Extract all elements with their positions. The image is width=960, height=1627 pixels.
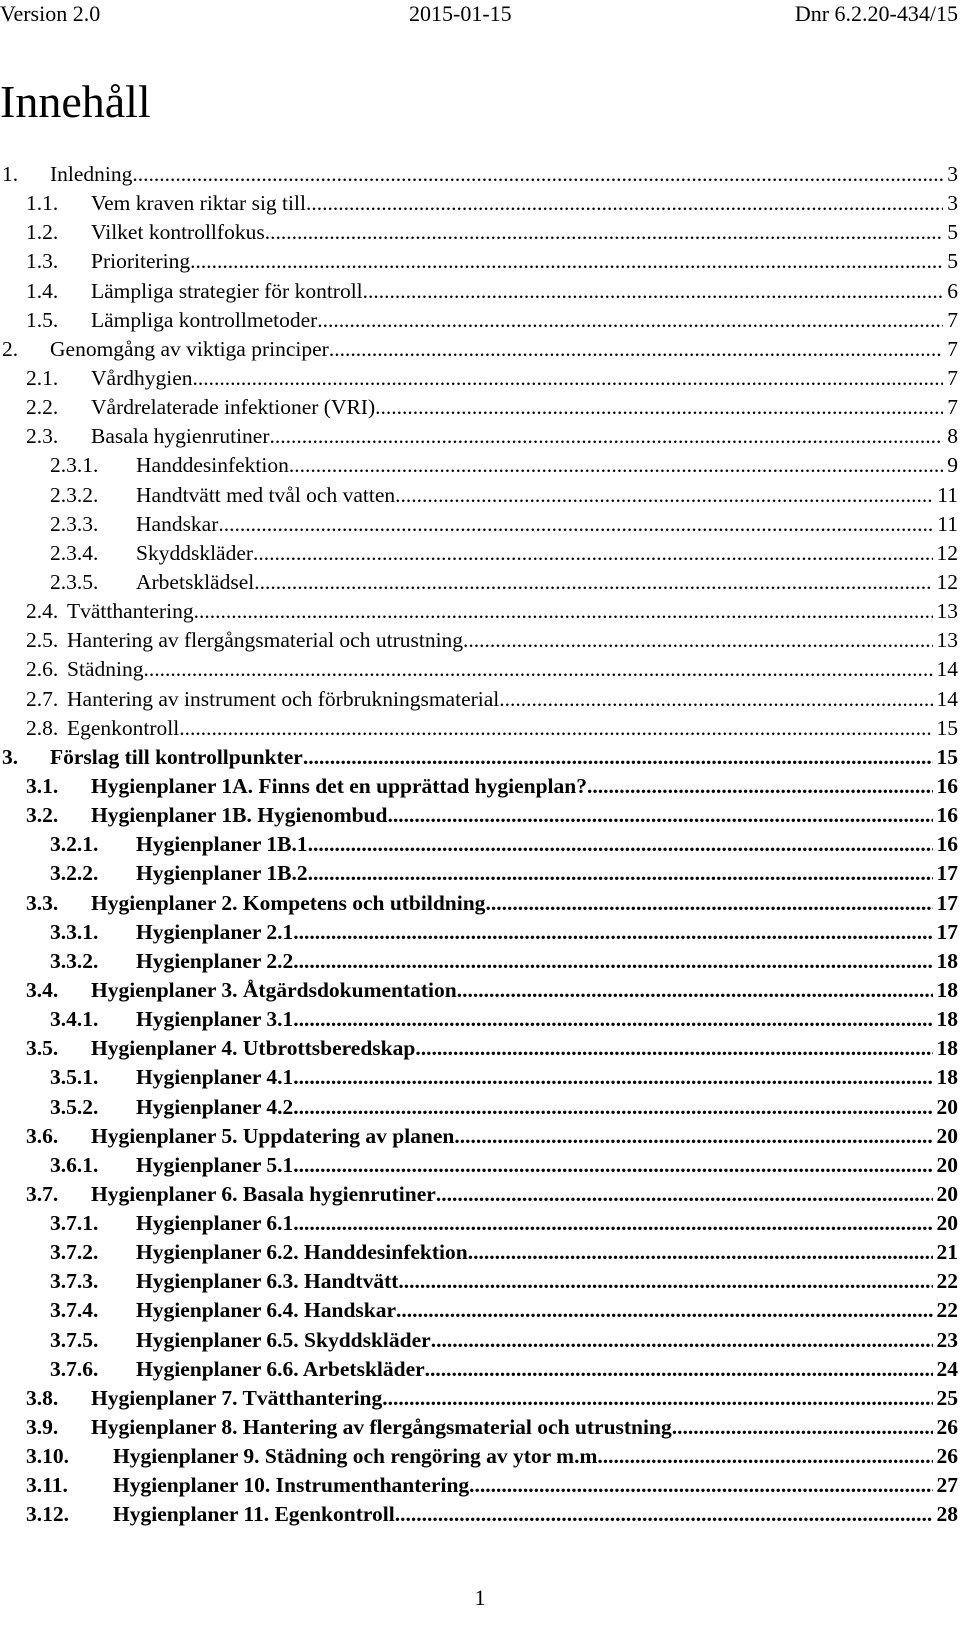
toc-entry-line (91, 1384, 958, 1413)
toc-entry-number: 2.3.3. (50, 511, 99, 536)
toc-entry-line (91, 1180, 958, 1209)
toc-entry-page: 5 (947, 249, 958, 274)
toc-dot-leader (672, 1413, 933, 1442)
toc-dot-leader (293, 1093, 932, 1122)
toc-entry-line (67, 597, 958, 626)
toc-entry-number: 2.1. (26, 365, 59, 390)
toc-entry-line (91, 218, 958, 247)
toc-entry-title: Hygienplaner 11. Egenkontroll (113, 1502, 395, 1527)
toc-entry-number: 2.3.2. (50, 482, 99, 507)
toc-entry-line (67, 626, 958, 655)
toc-dot-leader (313, 830, 933, 859)
toc-entry-line (50, 743, 958, 772)
toc-entry-page: 8 (947, 424, 958, 449)
toc-entry-line (67, 714, 958, 743)
toc-entry-title: Hygienplaner 10. Instrumenthantering (113, 1473, 470, 1498)
document-date: 2015-01-15 (409, 1, 512, 26)
toc-entry-number: 3.11. (26, 1473, 68, 1498)
toc-entry-page: 22 (936, 1269, 958, 1294)
toc-entry[interactable] (0, 1267, 960, 1296)
toc-entry-page: 15 (936, 715, 958, 740)
toc-entry-number: 2.4. (26, 599, 59, 624)
toc-entry-line (136, 1355, 958, 1384)
toc-entry-title: Förslag till kontrollpunkter (50, 744, 303, 769)
toc-entry[interactable] (0, 1063, 960, 1092)
page-header (0, 0, 960, 30)
toc-entry-line (136, 1238, 958, 1267)
toc-entry-title: Hygienplaner 7. Tvätthantering (91, 1385, 383, 1410)
toc-entry-title: Hygienplaner 2.2 (136, 948, 294, 973)
toc-entry-line (113, 1500, 958, 1529)
toc-entry-line (91, 393, 958, 422)
toc-entry-line (50, 160, 958, 189)
toc-entry[interactable] (0, 1384, 960, 1413)
toc-entry-page: 18 (936, 977, 958, 1002)
toc-entry-title: Hygienplaner 8. Hantering av flergångsmaterial och utrustning (91, 1415, 672, 1440)
toc-entry-title: Hygienplaner 3.1 (136, 1007, 294, 1032)
toc-dot-leader (179, 714, 932, 743)
toc-entry-page: 11 (937, 511, 958, 536)
toc-entry[interactable] (0, 218, 960, 247)
toc-entry-line (91, 364, 958, 393)
toc-dot-leader (431, 1326, 933, 1355)
toc-entry-page: 14 (936, 657, 958, 682)
toc-entry[interactable] (0, 1151, 960, 1180)
toc-entry-line (136, 1005, 958, 1034)
toc-entry-page: 7 (947, 395, 958, 420)
page-title: Innehåll (0, 76, 151, 127)
toc-entry-title: Handdesinfektion (136, 453, 289, 478)
toc-entry-number: 1.3. (26, 249, 59, 274)
toc-entry-title: Handskar (136, 511, 219, 536)
toc-dot-leader (303, 743, 933, 772)
toc-dot-leader (317, 306, 943, 335)
toc-entry[interactable] (0, 597, 960, 626)
toc-entry[interactable] (0, 947, 960, 976)
toc-entry-line (136, 1151, 958, 1180)
toc-entry-number: 3.7.3. (50, 1269, 99, 1294)
toc-entry-line (136, 1296, 958, 1325)
toc-dot-leader (254, 568, 932, 597)
toc-entry-line (136, 918, 958, 947)
toc-entry-number: 1.2. (26, 220, 59, 245)
toc-entry-title: Tvätthantering (67, 599, 194, 624)
toc-entry[interactable] (0, 277, 960, 306)
toc-entry-title: Hygienplaner 3. Åtgärdsdokumentation (91, 977, 457, 1002)
toc-entry-page: 21 (936, 1240, 958, 1265)
toc-entry-page: 13 (936, 599, 958, 624)
toc-entry-number: 3.3.1. (50, 919, 99, 944)
toc-entry-line (91, 277, 958, 306)
toc-entry[interactable] (0, 801, 960, 830)
toc-entry-line (136, 539, 958, 568)
toc-entry[interactable] (0, 364, 960, 393)
toc-dot-leader (375, 393, 943, 422)
toc-entry-title: Städning (67, 657, 144, 682)
toc-entry-title: Hygienplaner 6. Basala hygienrutiner (91, 1181, 436, 1206)
toc-entry-title: Arbetsklädsel (136, 569, 255, 594)
toc-dot-leader (587, 772, 933, 801)
toc-entry[interactable] (0, 743, 960, 772)
toc-entry[interactable] (0, 1093, 960, 1122)
toc-entry[interactable] (0, 830, 960, 859)
toc-entry-line (136, 481, 958, 510)
toc-dot-leader (454, 1122, 932, 1151)
toc-entry-title: Hygienplaner 4.1 (136, 1065, 294, 1090)
toc-entry[interactable] (0, 510, 960, 539)
toc-dot-leader (293, 918, 932, 947)
toc-entry-number: 3.5.2. (50, 1094, 99, 1119)
toc-entry-title: Hantering av flergångsmaterial och utrustning (67, 628, 464, 653)
toc-entry-line (136, 1093, 958, 1122)
toc-entry-page: 3 (947, 191, 958, 216)
toc-entry-number: 2.3.1. (50, 453, 99, 478)
toc-entry-page: 17 (936, 861, 958, 886)
toc-entry[interactable] (0, 714, 960, 743)
toc-entry-line (136, 1209, 958, 1238)
toc-entry-title: Hygienplaner 2.1 (136, 919, 294, 944)
toc-entry-line (67, 655, 958, 684)
toc-entry-number: 3.7. (26, 1181, 59, 1206)
toc-entry-title: Basala hygienrutiner (91, 424, 270, 449)
toc-dot-leader (270, 422, 944, 451)
toc-entry-line (91, 306, 958, 335)
toc-entry-line (136, 1326, 958, 1355)
toc-entry-line (136, 510, 958, 539)
toc-entry-number: 3.8. (26, 1385, 59, 1410)
toc-dot-leader (468, 1238, 933, 1267)
toc-dot-leader (363, 277, 944, 306)
toc-entry-number: 3.7.1. (50, 1211, 99, 1236)
toc-dot-leader (457, 976, 933, 1005)
toc-entry-title: Vårdrelaterade infektioner (VRI) (91, 395, 376, 420)
toc-entry[interactable] (0, 772, 960, 801)
toc-entry[interactable] (0, 1238, 960, 1267)
toc-entry-line (136, 1267, 958, 1296)
toc-entry[interactable] (0, 1326, 960, 1355)
toc-entry[interactable] (0, 451, 960, 480)
toc-entry-page: 18 (936, 1065, 958, 1090)
toc-entry-page: 16 (936, 803, 958, 828)
toc-entry-title: Hygienplaner 5. Uppdatering av planen (91, 1123, 455, 1148)
toc-entry[interactable] (0, 1442, 960, 1471)
toc-entry[interactable] (0, 306, 960, 335)
toc-entry-line (91, 889, 958, 918)
toc-dot-leader (329, 335, 943, 364)
toc-entry-title: Prioritering (91, 249, 191, 274)
toc-dot-leader (190, 247, 943, 276)
toc-entry-page: 20 (936, 1181, 958, 1206)
toc-entry-title: Hygienplaner 6.6. Arbetskläder (136, 1356, 425, 1381)
toc-entry-number: 2.7. (26, 686, 59, 711)
toc-entry-page: 7 (947, 336, 958, 361)
toc-entry-number: 3.9. (26, 1415, 59, 1440)
toc-dot-leader (193, 364, 944, 393)
toc-entry-title: Egenkontroll (67, 715, 180, 740)
toc-entry-page: 20 (936, 1094, 958, 1119)
toc-entry[interactable] (0, 568, 960, 597)
toc-entry-number: 3.10. (26, 1444, 69, 1469)
toc-entry[interactable] (0, 976, 960, 1005)
toc-entry-number: 2.3.4. (50, 540, 99, 565)
toc-dot-leader (425, 1355, 933, 1384)
toc-entry-number: 3.1. (26, 773, 59, 798)
toc-entry-line (91, 422, 958, 451)
toc-entry-page: 13 (936, 628, 958, 653)
toc-entry-page: 9 (947, 453, 958, 478)
toc-entry-title: Hygienplaner 1B.2. (136, 861, 313, 886)
toc-dot-leader (382, 1384, 932, 1413)
toc-entry-page: 18 (936, 1036, 958, 1061)
toc-entry-title: Hygienplaner 1B.1. (136, 832, 313, 857)
toc-entry-number: 3.7.6. (50, 1356, 99, 1381)
toc-entry-title: Hygienplaner 9. Städning och rengöring av ytor m.m. (113, 1444, 603, 1469)
toc-entry-line (113, 1471, 958, 1500)
toc-entry-number: 3.2. (26, 803, 59, 828)
toc-entry-line (67, 685, 958, 714)
toc-entry[interactable] (0, 655, 960, 684)
toc-entry-page: 5 (947, 220, 958, 245)
toc-entry-number: 3.2.1. (50, 832, 99, 857)
toc-entry[interactable] (0, 335, 960, 364)
toc-entry-page: 20 (936, 1123, 958, 1148)
toc-entry[interactable] (0, 1209, 960, 1238)
toc-entry-title: Hygienplaner 5.1 (136, 1152, 294, 1177)
toc-entry-page: 18 (936, 948, 958, 973)
toc-entry-title: Hygienplaner 6.4. Handskar (136, 1298, 397, 1323)
toc-entry-number: 2.5. (26, 628, 59, 653)
toc-entry-number: 2.2. (26, 395, 59, 420)
toc-dot-leader (293, 1005, 932, 1034)
toc-entry-line (50, 335, 958, 364)
toc-entry[interactable] (0, 1355, 960, 1384)
toc-entry-title: Hygienplaner 4. Utbrottsberedskap (91, 1036, 416, 1061)
toc-dot-leader (469, 1471, 932, 1500)
toc-entry[interactable] (0, 685, 960, 714)
toc-entry[interactable] (0, 1413, 960, 1442)
toc-entry-title: Genomgång av viktiga principer (50, 336, 329, 361)
toc-dot-leader (306, 189, 943, 218)
toc-entry-number: 3.7.4. (50, 1298, 99, 1323)
toc-entry-line (91, 976, 958, 1005)
page-number: 1 (474, 1585, 486, 1610)
toc-dot-leader (265, 218, 944, 247)
toc-entry-number: 1.4. (26, 278, 59, 303)
toc-entry-title: Hygienplaner 6.5. Skyddskläder (136, 1327, 431, 1352)
toc-entry-page: 23 (936, 1327, 958, 1352)
toc-entry-page: 17 (936, 919, 958, 944)
toc-entry-number: 2. (2, 336, 19, 361)
toc-entry-title: Lämpliga kontrollmetoder (91, 307, 318, 332)
toc-entry-line (91, 247, 958, 276)
toc-dot-leader (603, 1442, 933, 1471)
toc-entry-page: 16 (936, 773, 958, 798)
toc-dot-leader (293, 1209, 932, 1238)
toc-dot-leader (293, 1151, 932, 1180)
toc-dot-leader (485, 889, 932, 918)
toc-entry[interactable] (0, 889, 960, 918)
toc-dot-leader (132, 160, 943, 189)
toc-entry-title: Vilket kontrollfokus (91, 220, 265, 245)
toc-entry-page: 22 (936, 1298, 958, 1323)
toc-dot-leader (143, 655, 932, 684)
toc-entry[interactable] (0, 189, 960, 218)
toc-entry-page: 7 (947, 307, 958, 332)
toc-entry-page: 28 (936, 1502, 958, 1527)
toc-dot-leader (293, 947, 932, 976)
toc-entry-page: 26 (936, 1444, 958, 1469)
toc-entry-number: 1. (2, 162, 19, 186)
toc-dot-leader (398, 1267, 932, 1296)
toc-entry-number: 3.3.2. (50, 948, 99, 973)
document-registration-number: Dnr 6.2.20-434/15 (794, 1, 958, 26)
toc-entry-page: 25 (936, 1385, 958, 1410)
toc-entry-number: 3.4.1. (50, 1007, 99, 1032)
toc-entry-title: Hygienplaner 1A. Finns det en upprättad hygienplan? (91, 773, 587, 798)
toc-entry-title: Skyddskläder (136, 540, 254, 565)
toc-dot-leader (499, 685, 932, 714)
toc-entry-number: 2.6. (26, 657, 59, 682)
table-of-contents (0, 160, 960, 1530)
toc-dot-leader (293, 1063, 932, 1092)
toc-entry-title: Hygienplaner 6.3. Handtvätt (136, 1269, 399, 1294)
toc-entry-number: 3.2.2. (50, 861, 99, 886)
toc-entry-number: 3.3. (26, 890, 59, 915)
toc-entry-title: Inledning (50, 162, 133, 186)
toc-entry-line (91, 189, 958, 218)
toc-entry-line (136, 830, 958, 859)
toc-dot-leader (436, 1180, 933, 1209)
toc-entry-line (91, 1413, 958, 1442)
toc-entry[interactable] (0, 539, 960, 568)
toc-entry-line (136, 1063, 958, 1092)
toc-entry[interactable] (0, 1180, 960, 1209)
toc-entry-title: Hygienplaner 4.2 (136, 1094, 294, 1119)
toc-entry-line (91, 1122, 958, 1151)
toc-entry-page: 15 (936, 744, 958, 769)
toc-entry[interactable] (0, 1296, 960, 1325)
toc-entry[interactable] (0, 918, 960, 947)
toc-entry-line (91, 801, 958, 830)
toc-dot-leader (395, 1500, 933, 1529)
toc-entry-page: 12 (936, 569, 958, 594)
toc-entry-page: 3 (947, 162, 958, 186)
toc-entry-page: 6 (947, 278, 958, 303)
toc-entry-number: 3.6.1. (50, 1152, 99, 1177)
toc-entry-number: 3.7.5. (50, 1327, 99, 1352)
toc-entry-number: 3.4. (26, 977, 59, 1002)
toc-dot-leader (218, 510, 933, 539)
toc-dot-leader (415, 1034, 932, 1063)
toc-entry-title: Hantering av instrument och förbrukningsmaterial (67, 686, 500, 711)
toc-entry-title: Hygienplaner 6.2. Handdesinfektion (136, 1240, 468, 1265)
toc-entry[interactable] (0, 422, 960, 451)
toc-dot-leader (387, 801, 932, 830)
toc-entry[interactable] (0, 393, 960, 422)
toc-entry-title: Lämpliga strategier för kontroll (91, 278, 363, 303)
toc-entry-number: 1.5. (26, 307, 59, 332)
toc-entry-number: 3. (2, 744, 19, 769)
toc-entry-page: 18 (936, 1007, 958, 1032)
toc-entry[interactable] (0, 1034, 960, 1063)
toc-dot-leader (395, 481, 933, 510)
toc-entry-line (136, 568, 958, 597)
toc-entry-line (91, 1034, 958, 1063)
toc-entry-title: Vem kraven riktar sig till (91, 191, 306, 216)
toc-dot-leader (194, 597, 933, 626)
toc-entry[interactable] (0, 626, 960, 655)
toc-entry[interactable] (0, 160, 960, 189)
toc-entry-line (136, 859, 958, 888)
toc-entry-title: Vårdhygien (91, 365, 193, 390)
toc-entry-number: 3.5. (26, 1036, 59, 1061)
toc-entry[interactable] (0, 1005, 960, 1034)
toc-dot-leader (463, 626, 932, 655)
toc-entry[interactable] (0, 1500, 960, 1529)
toc-entry-title: Hygienplaner 1B. Hygienombud (91, 803, 388, 828)
toc-entry-page: 11 (937, 482, 958, 507)
toc-entry-number: 2.8. (26, 715, 59, 740)
toc-entry-number: 3.5.1. (50, 1065, 99, 1090)
toc-entry[interactable] (0, 1471, 960, 1500)
toc-entry-title: Hygienplaner 6.1 (136, 1211, 294, 1236)
toc-entry-line (136, 451, 958, 480)
toc-entry[interactable] (0, 1122, 960, 1151)
toc-entry-number: 2.3.5. (50, 569, 99, 594)
toc-entry-page: 16 (936, 832, 958, 857)
toc-entry-number: 3.12. (26, 1502, 69, 1527)
toc-entry-number: 1.1. (26, 191, 59, 216)
document-version: Version 2.0 (0, 1, 101, 26)
toc-entry[interactable] (0, 247, 960, 276)
toc-dot-leader (289, 451, 943, 480)
toc-entry-line (136, 947, 958, 976)
toc-dot-leader (396, 1296, 932, 1325)
toc-entry-number: 3.7.2. (50, 1240, 99, 1265)
toc-entry-page: 26 (936, 1415, 958, 1440)
toc-entry-page: 20 (936, 1211, 958, 1236)
toc-entry-page: 20 (936, 1152, 958, 1177)
toc-entry-title: Handtvätt med tvål och vatten (136, 482, 396, 507)
toc-entry-line (113, 1442, 958, 1471)
toc-entry-page: 17 (936, 890, 958, 915)
toc-entry[interactable] (0, 859, 960, 888)
toc-entry-page: 14 (936, 686, 958, 711)
toc-entry[interactable] (0, 481, 960, 510)
toc-entry-title: Hygienplaner 2. Kompetens och utbildning (91, 890, 486, 915)
toc-entry-page: 12 (936, 540, 958, 565)
toc-entry-page: 27 (936, 1473, 958, 1498)
toc-dot-leader (253, 539, 932, 568)
toc-entry-number: 3.6. (26, 1123, 59, 1148)
toc-entry-line (91, 772, 958, 801)
toc-entry-page: 7 (947, 365, 958, 390)
toc-entry-number: 2.3. (26, 424, 59, 449)
toc-entry-page: 24 (936, 1356, 958, 1381)
toc-dot-leader (313, 859, 933, 888)
